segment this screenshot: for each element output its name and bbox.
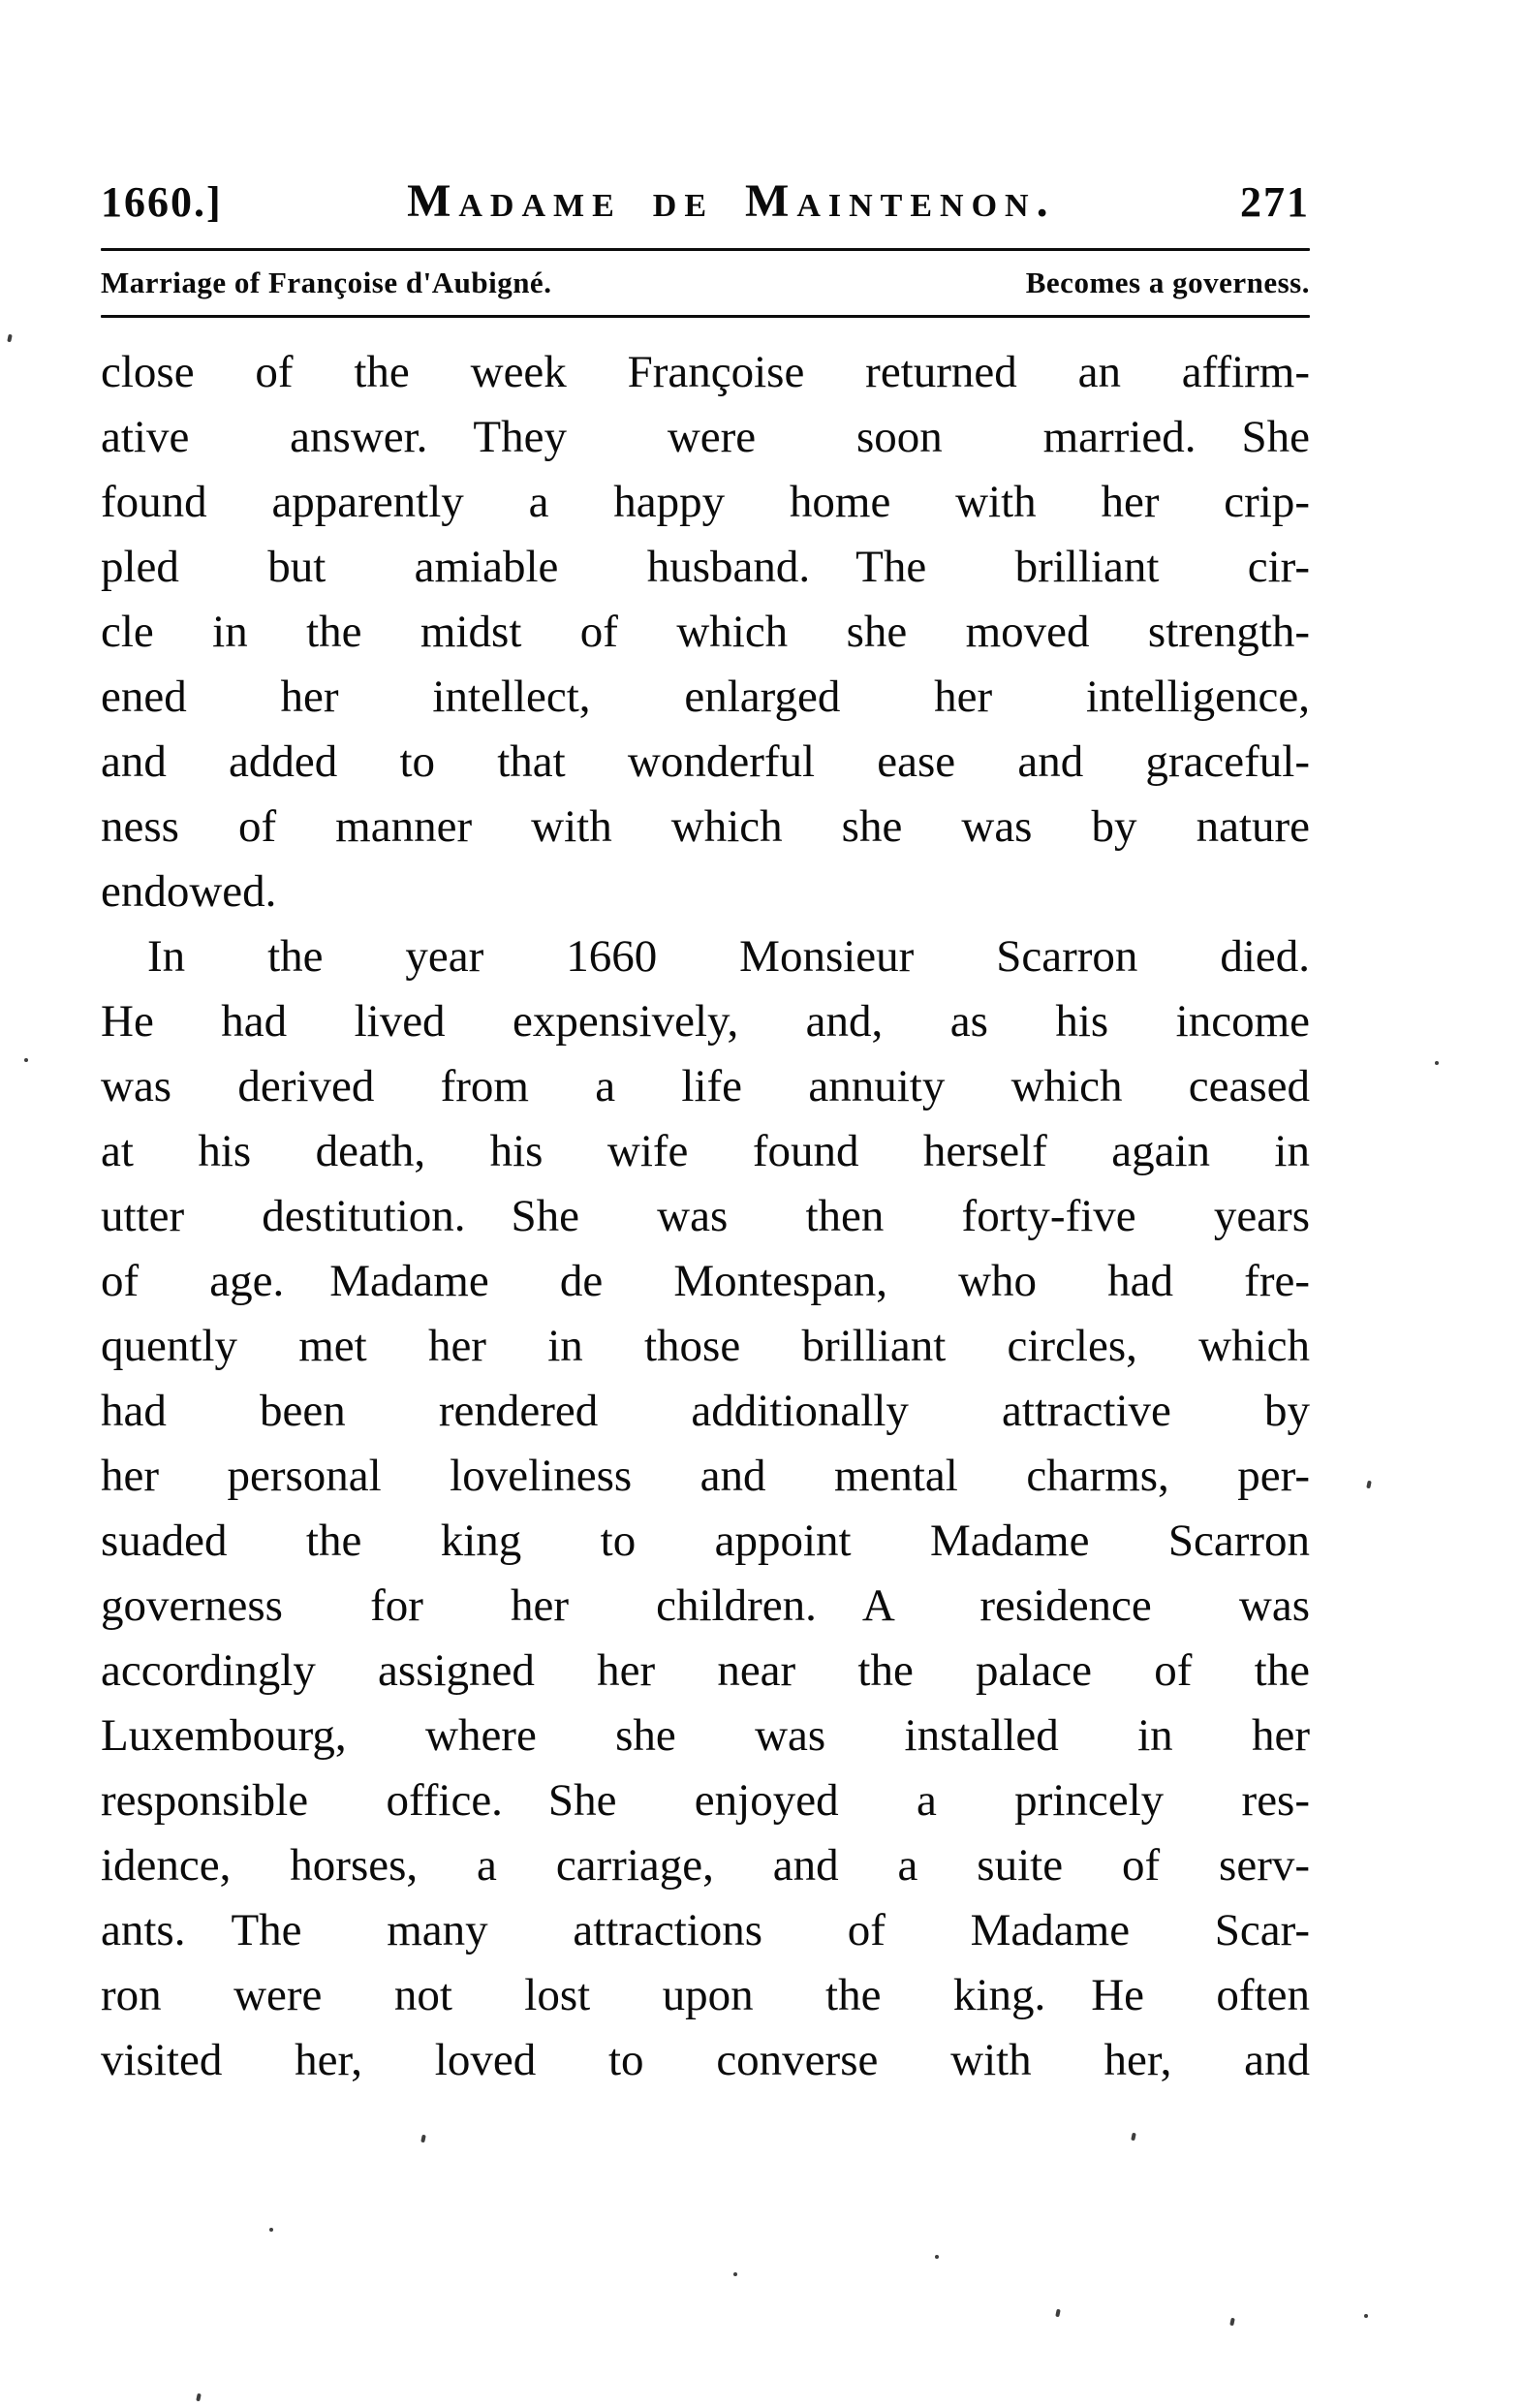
body-text	[101, 340, 1310, 2093]
body-line: had been rendered additionally attractive by	[101, 1386, 1310, 1436]
scan-speck	[420, 2135, 426, 2143]
body-line: and added to that wonderful ease and graceful-	[101, 736, 1310, 787]
scan-speck	[1435, 1061, 1439, 1065]
body-line: governess for her children. A residence was	[101, 1580, 1310, 1631]
scan-speck	[1229, 2318, 1235, 2327]
body-line: endowed.	[101, 866, 277, 917]
running-head-year: 1660.]	[101, 178, 223, 226]
scan-speck	[269, 2228, 273, 2232]
scan-speck	[1364, 2314, 1368, 2318]
body-line: In the year 1660 Monsieur Scarron died.	[147, 931, 1310, 982]
body-line: ative answer. They were soon married. She	[101, 412, 1310, 462]
body-line: ron were not lost upon the king. He often	[101, 1970, 1310, 2020]
scan-speck	[1366, 1481, 1372, 1489]
body-line: pled but amiable husband. The brilliant cir-	[101, 542, 1310, 592]
body-line: was derived from a life annuity which ceased	[101, 1061, 1310, 1111]
body-line: utter destitution. She was then forty-five years	[101, 1191, 1310, 1241]
body-line: cle in the midst of which she moved strength-	[101, 607, 1310, 657]
body-line: suaded the king to appoint Madame Scarron	[101, 1516, 1310, 1566]
body-line: ened her intellect, enlarged her intelligence,	[101, 672, 1310, 722]
body-line: idence, horses, a carriage, and a suite of serv-	[101, 1840, 1310, 1891]
running-head-title: Madame de Maintenon.	[407, 175, 1056, 227]
scan-speck	[24, 1058, 28, 1062]
scan-speck	[935, 2255, 939, 2259]
body-line: ness of manner with which she was by nature	[101, 801, 1310, 852]
body-line: visited her, loved to converse with her, and	[101, 2035, 1310, 2085]
column-captions	[101, 266, 1310, 300]
running-head	[101, 174, 1310, 228]
body-line: ants. The many attractions of Madame Scar-	[101, 1905, 1310, 1955]
scan-speck	[1055, 2309, 1061, 2318]
body-line: her personal loveliness and mental charms, per-	[101, 1451, 1310, 1501]
body-line: He had lived expensively, and, as his income	[101, 996, 1310, 1047]
header-rule	[101, 248, 1310, 251]
body-line: of age. Madame de Montespan, who had fre-	[101, 1256, 1310, 1306]
scan-speck	[1131, 2133, 1136, 2142]
caption-left: Marriage of Françoise d'Aubigné.	[101, 266, 552, 299]
page-number: 271	[1240, 178, 1310, 226]
caption-right: Becomes a governess.	[1025, 266, 1310, 299]
body-line: quently met her in those brilliant circles, which	[101, 1321, 1310, 1371]
page-content	[101, 174, 1310, 2093]
body-line: accordingly assigned her near the palace of the	[101, 1645, 1310, 1696]
body-line: Luxembourg, where she was installed in her	[101, 1710, 1310, 1761]
body-line: responsible office. She enjoyed a princely res-	[101, 1775, 1310, 1826]
caption-rule	[101, 315, 1310, 318]
body-line: at his death, his wife found herself again in	[101, 1126, 1310, 1176]
body-line: found apparently a happy home with her crip-	[101, 477, 1310, 527]
body-line: close of the week Françoise returned an affirm-	[101, 347, 1310, 397]
scan-speck	[196, 2393, 202, 2402]
scan-speck	[733, 2272, 737, 2276]
scan-speck	[7, 334, 13, 343]
